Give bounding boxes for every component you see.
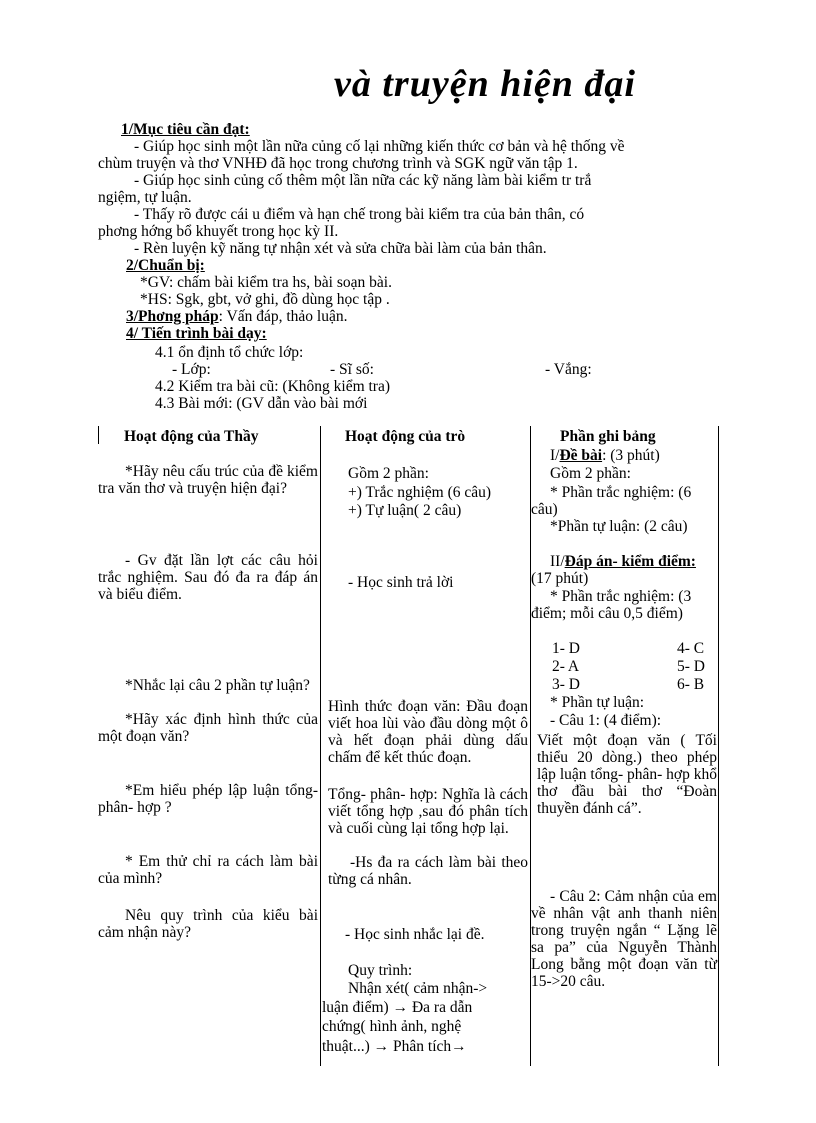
teacher-q1: *Hãy nêu cấu trúc của đề kiểm tra văn thơ và truyện hiện đại?: [98, 463, 318, 497]
s2-gv: *GV: chấm bài kiểm tra hs, bài soạn bài.: [140, 274, 392, 291]
board-ii-rest: (17 phút): [531, 570, 589, 587]
student-a1-tn: +) Trắc nghiệm (6 câu): [348, 484, 492, 501]
header-student: Hoạt động của trò: [345, 428, 466, 445]
header-board: Phần ghi bảng: [560, 428, 656, 445]
student-a7-line-4: [322, 1038, 467, 1055]
answer-4: 4- C: [677, 640, 705, 657]
teacher-q7: Nêu quy trình của kiểu bài cảm nhận này?: [98, 907, 318, 941]
s1-line-5: - Thấy rõ được cái u điểm và hạn chế trong bài kiểm tra của bản thân, có: [134, 206, 585, 223]
student-a7-nghethuat: thuật...): [322, 1038, 370, 1055]
board-tl2: * Phần tự luận:: [550, 694, 645, 711]
board-ii-label: II/: [550, 553, 565, 570]
s4-item-1: 4.1 ổn định tổ chức lớp:: [155, 344, 304, 361]
section-3: [126, 308, 347, 325]
section-3-text: : Vấn đáp, thảo luận.: [218, 308, 348, 325]
board-section-2: [531, 553, 717, 587]
page-title: và truyện hiện đại: [334, 63, 636, 105]
section-3-heading: 3/Phơng pháp: [126, 308, 219, 325]
student-a7-luandiem: luận điểm): [322, 999, 389, 1016]
answer-3: 3- D: [552, 676, 580, 693]
board-c1-text: Viết một đoạn văn ( Tối thiểu 20 dòng.) theo phép lập luận tổng- phân- hợp khổ thơ đầu bài thơ “Đoàn thuyền đánh cá”.: [537, 732, 717, 817]
student-a5: -Hs đa ra cách làm bài theo từng cá nhân.: [328, 854, 528, 888]
answer-6: 6- B: [677, 676, 705, 693]
student-a7-line-2: [322, 999, 472, 1016]
student-a3: Hình thức đoạn văn: Đầu đoạn viết hoa lùi vào đầu dòng một ô và hết đoạn phải dùng dấu chấm để kết thúc đoạn.: [328, 698, 528, 766]
teacher-q6: * Em thử chỉ ra cách làm bài của mình?: [98, 853, 318, 887]
answer-5: 5- D: [677, 658, 705, 675]
section-2-heading: 2/Chuẩn bị:: [126, 257, 205, 274]
table-right-border: [718, 426, 719, 1066]
column-divider-1: [320, 426, 321, 1066]
student-a7-phantich: Phân tích: [393, 1038, 452, 1055]
board-i-label: I/: [550, 447, 560, 464]
arrow-right-icon: →: [392, 999, 409, 1016]
teacher-q2: - Gv đặt lần lợt các câu hỏi trắc nghiệm. Sau đó đa ra đáp án và biểu điểm.: [98, 552, 318, 603]
board-c2: - Câu 2: Cảm nhận của em về nhân vật anh thanh niên trong truyện ngắn “ Lặng lẽ sa pa” của Nguyễn Thành Long bằng một đoạn văn từ 15->20 câu.: [531, 888, 717, 990]
s1-line-2: chùm truyện và thơ VNHĐ đã học trong chương trình và SGK ngữ văn tập 1.: [98, 155, 578, 172]
section-1-heading: 1/Mục tiêu cần đạt:: [121, 121, 250, 138]
teacher-q5: *Em hiểu phép lập luận tổng- phân- hợp ?: [98, 782, 318, 816]
board-c1: - Câu 1: (4 điểm):: [550, 712, 662, 729]
s4-item-2: 4.2 Kiểm tra bài cũ: (Không kiểm tra): [155, 378, 391, 395]
board-g2: Gồm 2 phần:: [550, 465, 631, 482]
student-a7-dandan: Đa ra dẫn: [411, 999, 473, 1016]
section-4-heading: 4/ Tiến trình bài dạy:: [126, 325, 267, 342]
s1-line-3: - Giúp học sinh củng cố thêm một lần nữa các kỹ năng làm bài kiểm tr trắ: [134, 172, 592, 189]
arrow-right-icon: →: [451, 1038, 467, 1055]
board-ii-title: Đáp án- kiểm điểm:: [564, 553, 696, 570]
arrow-right-icon: →: [373, 1038, 390, 1055]
board-i-title: Đề bài: [559, 447, 603, 464]
s4-lop: - Lớp:: [172, 361, 211, 378]
board-i-rest: : (3 phút): [602, 447, 660, 464]
board-section-1: [550, 447, 660, 464]
board-tn2: * Phần trắc nghiệm: (3 điểm; mỗi câu 0,5 điểm): [531, 588, 692, 622]
teacher-q3: *Nhắc lại câu 2 phần tự luận?: [125, 677, 310, 694]
board-tn: * Phần trắc nghiệm: (6 câu): [531, 484, 692, 518]
student-a7-title: Quy trình:: [348, 962, 413, 979]
s4-item-3: 4.3 Bài mới: (GV dẫn vào bài mới: [155, 395, 368, 412]
s4-vang: - Vắng:: [545, 361, 592, 378]
s1-line-6: phơng hớng bổ khuyết trong học kỳ II.: [98, 223, 339, 240]
student-a1-title: Gồm 2 phần:: [348, 465, 429, 482]
student-a7-line-3: chứng( hình ảnh, nghệ: [322, 1018, 462, 1035]
s1-line-4: ngiệm, tự luận.: [98, 189, 192, 206]
board-tl: *Phần tự luận: (2 câu): [550, 518, 688, 535]
answer-2: 2- A: [552, 658, 580, 675]
student-a7-line-1: Nhận xét( cảm nhận->: [348, 980, 488, 997]
student-a6: - Học sinh nhắc lại đề.: [345, 926, 485, 943]
answer-1: 1- D: [552, 640, 580, 657]
s1-line-7: - Rèn luyện kỹ năng tự nhận xét và sửa chữa bài làm của bản thân.: [134, 240, 547, 257]
s1-line-1: - Giúp học sinh một lần nữa củng cố lại những kiến thức cơ bản và hệ thống về: [134, 138, 625, 155]
s4-siso: - Sĩ số:: [330, 361, 374, 378]
student-a1-tl: +) Tự luận( 2 câu): [348, 502, 462, 519]
s2-hs: *HS: Sgk, gbt, vở ghi, đồ dùng học tập .: [140, 291, 390, 308]
student-a2: - Học sinh trả lời: [348, 574, 454, 591]
header-teacher: Hoạt động của Thầy: [124, 428, 259, 445]
table-left-border: [98, 426, 99, 444]
teacher-q4: *Hãy xác định hình thức của một đoạn văn?: [98, 711, 318, 745]
student-a4: Tổng- phân- hợp: Nghĩa là cách viết tổng hợp ,sau đó phân tích và cuối cùng lại tổng hợp lại.: [328, 786, 528, 837]
